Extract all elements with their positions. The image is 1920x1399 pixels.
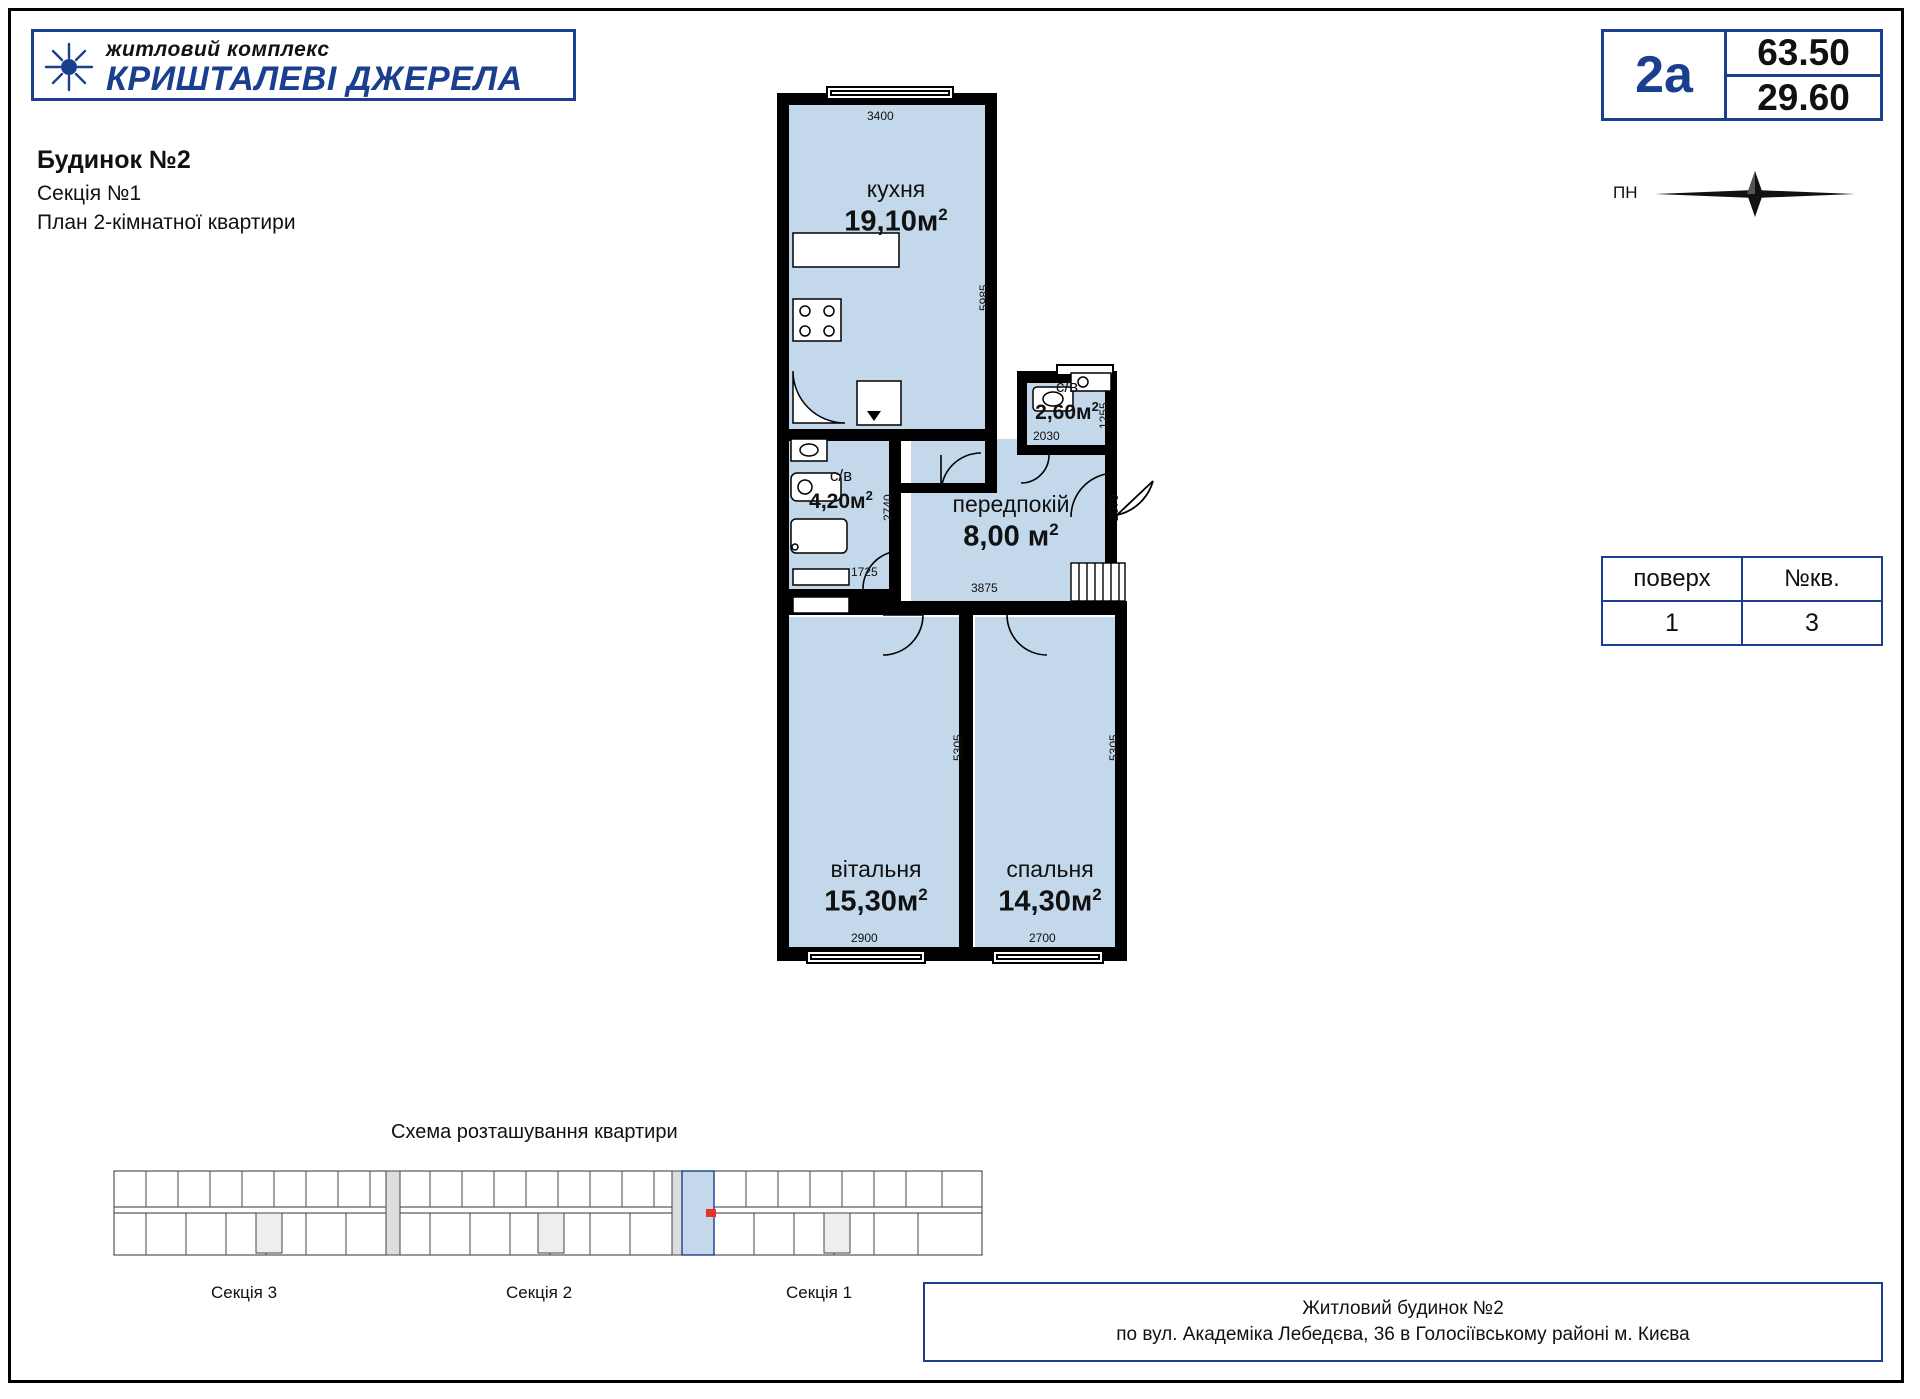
title-block xyxy=(37,146,296,235)
compass xyxy=(1613,171,1853,217)
building-title: Будинок №2 xyxy=(37,146,191,174)
sun-star-icon xyxy=(44,42,94,92)
total-area-value: 63.50 xyxy=(1727,32,1880,77)
room-label-bath-small: с/в $2,60м^2$ xyxy=(1035,377,1099,424)
header-apartment: №кв. xyxy=(1784,565,1840,592)
apartment-type-box xyxy=(1601,29,1883,121)
scheme-title: Схема розташування квартири xyxy=(391,1121,678,1143)
scheme-label-section-2: Секція 2 xyxy=(506,1283,573,1302)
floor-plan xyxy=(771,81,1271,1101)
scheme-label-section-3: Секція 3 xyxy=(211,1283,278,1302)
dim-living-height: 5305 xyxy=(951,734,965,761)
logo-title: КРИШТАЛЕВІ ДЖЕРЕЛА xyxy=(106,60,523,98)
dim-kitchen-height: 5985 xyxy=(977,284,991,311)
floor-apartment-table xyxy=(1601,556,1883,646)
section-title: Секція №1 xyxy=(37,182,142,205)
living-area-value: 29.60 xyxy=(1757,77,1850,118)
table-header-row xyxy=(1603,558,1881,602)
dim-hall-width: 3875 xyxy=(971,581,998,595)
dim-kitchen-width: 3400 xyxy=(867,109,894,123)
dim-bedroom-height: 5305 xyxy=(1107,734,1121,761)
value-floor: 1 xyxy=(1603,602,1743,644)
apartment-type-code: 2а xyxy=(1635,46,1693,104)
compass-north-icon xyxy=(1655,171,1855,217)
dim-bath1-height: 2740 xyxy=(881,494,895,521)
compass-label: ПН xyxy=(1613,183,1638,202)
room-label-kitchen: кухня $19,10м^2$ xyxy=(844,176,948,238)
drawing-sheet xyxy=(8,8,1904,1383)
address-block xyxy=(923,1282,1883,1362)
address-line-1: Житловий будинок №2 xyxy=(1302,1298,1504,1319)
table-value-row xyxy=(1603,602,1881,644)
dim-bath1-width: 1725 xyxy=(851,565,878,579)
apartment-areas xyxy=(1724,32,1880,118)
dim-hall-height: 2070 xyxy=(1107,494,1121,521)
dim-bath2-height: 1255 xyxy=(1097,402,1111,429)
dim-bath2-width: 2030 xyxy=(1033,429,1060,443)
dim-living-width: 2900 xyxy=(851,931,878,945)
room-label-living: вітальня $15,30м^2$ xyxy=(824,856,928,918)
plan-title: План 2-кімнатної квартири xyxy=(37,211,296,234)
scheme-drawing xyxy=(106,1161,996,1266)
room-label-bedroom: спальня $14,30м^2$ xyxy=(998,856,1102,918)
address-line-2: по вул. Академіка Лебедєва, 36 в Голосіївському районі м. Києва xyxy=(1116,1324,1690,1345)
scheme-label-section-1: Секція 1 xyxy=(786,1283,853,1302)
building-location-scheme xyxy=(106,1161,996,1261)
room-label-bath-large: с/в $4,20м^2$ xyxy=(809,466,873,513)
logo-block xyxy=(31,29,576,101)
logo-subtitle: житловий комплекс xyxy=(106,38,330,61)
dim-bedroom-width: 2700 xyxy=(1029,931,1056,945)
room-label-hall: передпокій 8,00 $м^2$ xyxy=(952,491,1070,553)
header-floor: поверх xyxy=(1603,558,1743,600)
value-apartment: 3 xyxy=(1805,608,1819,637)
